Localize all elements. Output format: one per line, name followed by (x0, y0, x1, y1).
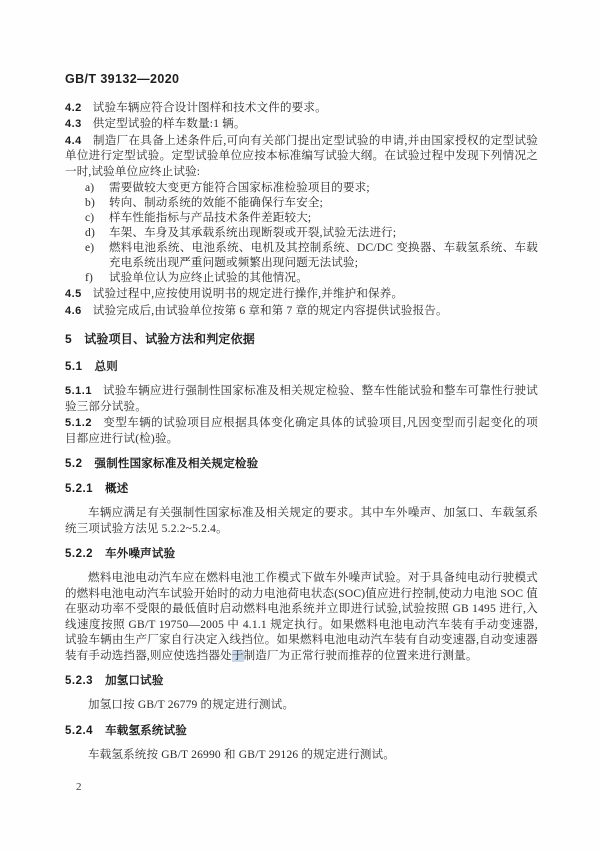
page-number: 2 (76, 781, 82, 793)
standard-number-header: GB/T 39132—2020 (65, 72, 180, 86)
clause-4-4 (65, 134, 538, 181)
clause-number: 4.6 (65, 304, 82, 317)
clause-text: 制造厂在具备上述条件后,可向有关部门提出定型试验的申请,并由国家授权的定型试验单位进行定型试验。定型试验单位应按本标准编写试验大纲。在试验过程中发现下列情况之一时,试验单位应终止试验: (65, 134, 538, 178)
list-item-d (65, 226, 538, 241)
section-5-2-3-paragraph: 加氢口按 GB/T 26779 的规定进行测试。 (88, 699, 295, 711)
section-number: 5.2.4 (65, 724, 94, 737)
section-5-2-1-heading (65, 481, 538, 497)
section-number: 5.2.1 (65, 483, 94, 495)
paragraph-text: 制造厂为正常行驶而推荐的位置来进行测量。 (243, 649, 478, 662)
list-item-text: 车架、车身及其承载系统出现断裂或开裂,试验无法进行; (109, 227, 397, 239)
section-5-2-heading (65, 456, 538, 472)
list-item-f (65, 271, 538, 286)
page-content (65, 72, 538, 770)
section-5-2-2-paragraph (65, 571, 538, 664)
highlighted-character: 于 (231, 649, 244, 662)
section-title: 车外噪声试验 (105, 548, 176, 560)
clause-5-1-1 (65, 384, 538, 415)
list-item-text: 需要做较大变更方能符合国家标准检验项目的要求; (109, 182, 370, 194)
section-5-2-4-paragraph: 车载氢系统按 GB/T 26990 和 GB/T 29126 的规定进行测试。 (88, 748, 396, 761)
section-number: 5 (65, 332, 73, 346)
clause-text: 试验过程中,应按使用说明书的规定进行操作,并维护和保养。 (92, 288, 404, 300)
section-number: 5.2.2 (65, 548, 94, 560)
list-item-a (65, 181, 538, 196)
section-5-1-heading (65, 359, 538, 375)
clause-number: 4.4 (65, 134, 82, 147)
clause-text: 供定型试验的样车数量:1 辆。 (92, 118, 246, 130)
clause-text: 试验车辆应进行强制性国家标准及相关规定检验、整车性能试验和整车可靠性行驶试验三部分试验。 (65, 385, 538, 413)
clause-number: 5.1.1 (65, 385, 92, 397)
section-title: 车载氢系统试验 (105, 724, 187, 737)
section-5-heading (65, 331, 538, 347)
list-item-letter: b) (85, 197, 95, 209)
list-item-text: 转向、制动系统的效能不能确保行车安全; (109, 197, 323, 209)
clause-text: 变型车辆的试验项目应根据具体变化确定具体的试验项目,凡因变型而引起变化的项目都应进行试(检)验。 (65, 417, 538, 445)
section-title: 试验项目、试验方法和判定依据 (84, 332, 255, 346)
list-item-letter: a) (85, 182, 95, 194)
list-item-text: 燃料电池系统、电池系统、电机及其控制系统、DC/DC 变换器、车载氢系统、车载充电系统出现严重问题或频繁出现问题无法试验; (109, 242, 538, 269)
clause-text: 试验完成后,由试验单位按第 6 章和第 7 章的规定内容提供试验报告。 (92, 304, 448, 317)
clause-4-6 (65, 304, 538, 320)
section-title: 总则 (94, 361, 118, 373)
section-number: 5.2 (65, 458, 83, 470)
list-item-text: 试验单位认为应终止试验的其他情况。 (109, 272, 308, 284)
section-number: 5.1 (65, 361, 83, 373)
list-item-e (65, 241, 538, 271)
clause-4-5 (65, 287, 538, 303)
section-title: 强制性国家标准及相关规定检验 (94, 458, 259, 470)
clause-text: 试验车辆应符合设计图样和技术文件的要求。 (92, 101, 327, 114)
section-5-2-2-heading (65, 546, 538, 562)
section-5-2-4-heading (65, 723, 538, 739)
section-number: 5.2.3 (65, 675, 94, 687)
clause-number: 4.2 (65, 101, 82, 114)
section-5-2-1-paragraph: 车辆应满足有关强制性国家标准及相关规定的要求。其中车外噪声、加氢口、车载氢系统三项试验方法见 5.2.2~5.2.4。 (65, 507, 538, 535)
clause-4-2 (65, 101, 538, 117)
clause-number: 4.5 (65, 288, 82, 300)
list-item-b (65, 196, 538, 211)
section-5-2-3-heading (65, 673, 538, 689)
list-item-c (65, 211, 538, 226)
list-item-letter: e) (85, 242, 95, 254)
section-title: 概述 (105, 483, 129, 495)
list-item-letter: f) (85, 272, 94, 284)
list-item-text: 样车性能指标与产品技术条件差距较大; (109, 212, 312, 224)
clause-4-3 (65, 117, 538, 133)
clause-number: 4.3 (65, 118, 82, 130)
list-item-letter: c) (85, 212, 95, 224)
section-title: 加氢口试验 (105, 675, 164, 687)
paragraph-text: 燃料电池电动汽车应在燃料电池工作模式下做车外噪声试验。对于具备纯电动行驶模式的燃料电池电动汽车试验开始时的动力电池荷电状态(SOC)值应进行控制,使动力电池 SOC 值在驱动功率不受限的最低值时启动燃料电池系统并立即进行试验,试验按照 GB 1495 进行,入线速度按照 GB/T 19750—2005 中 4.1.1 规定执行。如果燃料电池电动汽车装有手动变速器,试验车辆由生产厂家自行决定入线挡位。如果燃料电池电动汽车装有自动变速器,自动变速器装有手动选挡器,则应使选挡器处 (65, 572, 538, 662)
clause-5-1-2 (65, 416, 538, 447)
clause-number: 5.1.2 (65, 417, 92, 429)
termination-conditions-list (65, 181, 538, 286)
list-item-letter: d) (85, 227, 95, 239)
